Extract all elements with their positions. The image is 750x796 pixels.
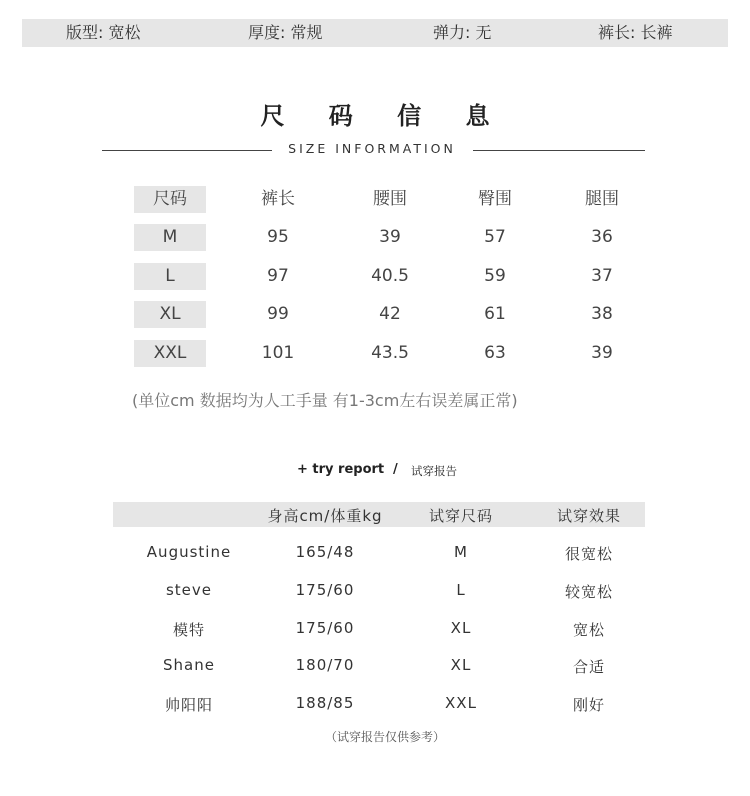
try-value-cell: 刚好 (572, 696, 605, 714)
try-header-cell: 试穿尺码 (428, 507, 493, 525)
size-value-cell: 63 (484, 343, 506, 363)
size-label-cell: XL (134, 301, 206, 328)
try-value-cell: 帅阳阳 (164, 696, 213, 714)
size-value-cell: 39 (379, 227, 401, 247)
size-value-cell: 37 (591, 266, 613, 286)
try-value-cell: 175/60 (295, 581, 355, 599)
attr-label: 版型: (66, 23, 104, 42)
try-value-cell: Augustine (146, 543, 232, 561)
attr-label: 裤长: (598, 23, 636, 42)
try-value-cell: 合适 (572, 658, 605, 676)
size-value-cell: 99 (267, 304, 289, 324)
size-value-cell: 40.5 (371, 266, 409, 286)
try-header-cell: 身高cm/体重kg (267, 507, 383, 525)
try-report-title-en: + try report (297, 462, 385, 477)
try-value-cell: 很宽松 (564, 545, 613, 563)
size-value-cell: 101 (261, 343, 295, 363)
size-header-cell: 臀围 (478, 189, 512, 209)
attr-value: 无 (475, 23, 492, 42)
try-value-cell: 180/70 (295, 656, 355, 674)
size-header-cell: 腰围 (373, 189, 407, 209)
try-value-cell: 188/85 (295, 694, 355, 712)
size-label-cell: M (134, 224, 206, 251)
size-note: (单位cm 数据均为人工手量 有1-3cm左右误差属正常) (132, 391, 518, 410)
size-value-cell: 95 (267, 227, 289, 247)
try-value-cell: M (454, 543, 468, 561)
try-value-cell: 宽松 (572, 621, 605, 639)
try-value-cell: 175/60 (295, 619, 355, 637)
attribute-bar (22, 19, 728, 47)
try-value-cell: XXL (445, 694, 477, 712)
try-report-separator: / (393, 462, 398, 477)
attr-label: 厚度: (248, 23, 286, 42)
size-value-cell: 43.5 (371, 343, 409, 363)
divider-left (102, 150, 272, 151)
attr-length (598, 19, 673, 47)
size-value-cell: 36 (591, 227, 613, 247)
divider-right (473, 150, 645, 151)
try-value-cell: L (456, 581, 466, 599)
size-value-cell: 61 (484, 304, 506, 324)
try-value-cell: 165/48 (295, 543, 355, 561)
try-value-cell: 模特 (172, 621, 205, 639)
size-header-cell: 尺码 (134, 186, 206, 213)
attr-value: 宽松 (108, 23, 141, 42)
size-value-cell: 38 (591, 304, 613, 324)
size-label-cell: L (134, 263, 206, 290)
try-value-cell: steve (165, 581, 213, 599)
try-value-cell: XL (450, 619, 472, 637)
size-value-cell: 57 (484, 227, 506, 247)
size-value-cell: 97 (267, 266, 289, 286)
attr-elasticity (433, 19, 492, 47)
try-value-cell: 较宽松 (564, 583, 613, 601)
size-header-cell: 裤长 (261, 189, 295, 209)
attr-fit (66, 19, 141, 47)
try-header-cell: 试穿效果 (556, 507, 621, 525)
size-header-cell: 腿围 (585, 189, 619, 209)
try-value-cell: XL (450, 656, 472, 674)
size-label-cell: XXL (134, 340, 206, 367)
try-value-cell: Shane (163, 656, 215, 674)
attr-value: 长裤 (640, 23, 673, 42)
try-report-title-cn: 试穿报告 (411, 464, 457, 478)
size-subtitle: SIZE INFORMATION (288, 141, 456, 156)
attr-value: 常规 (290, 23, 323, 42)
size-title: 尺 码 信 息 (260, 102, 508, 130)
size-value-cell: 59 (484, 266, 506, 286)
size-value-cell: 39 (591, 343, 613, 363)
try-note: （试穿报告仅供参考） (324, 730, 445, 744)
attr-label: 弹力: (433, 23, 471, 42)
attr-thickness (248, 19, 323, 47)
size-value-cell: 42 (379, 304, 401, 324)
